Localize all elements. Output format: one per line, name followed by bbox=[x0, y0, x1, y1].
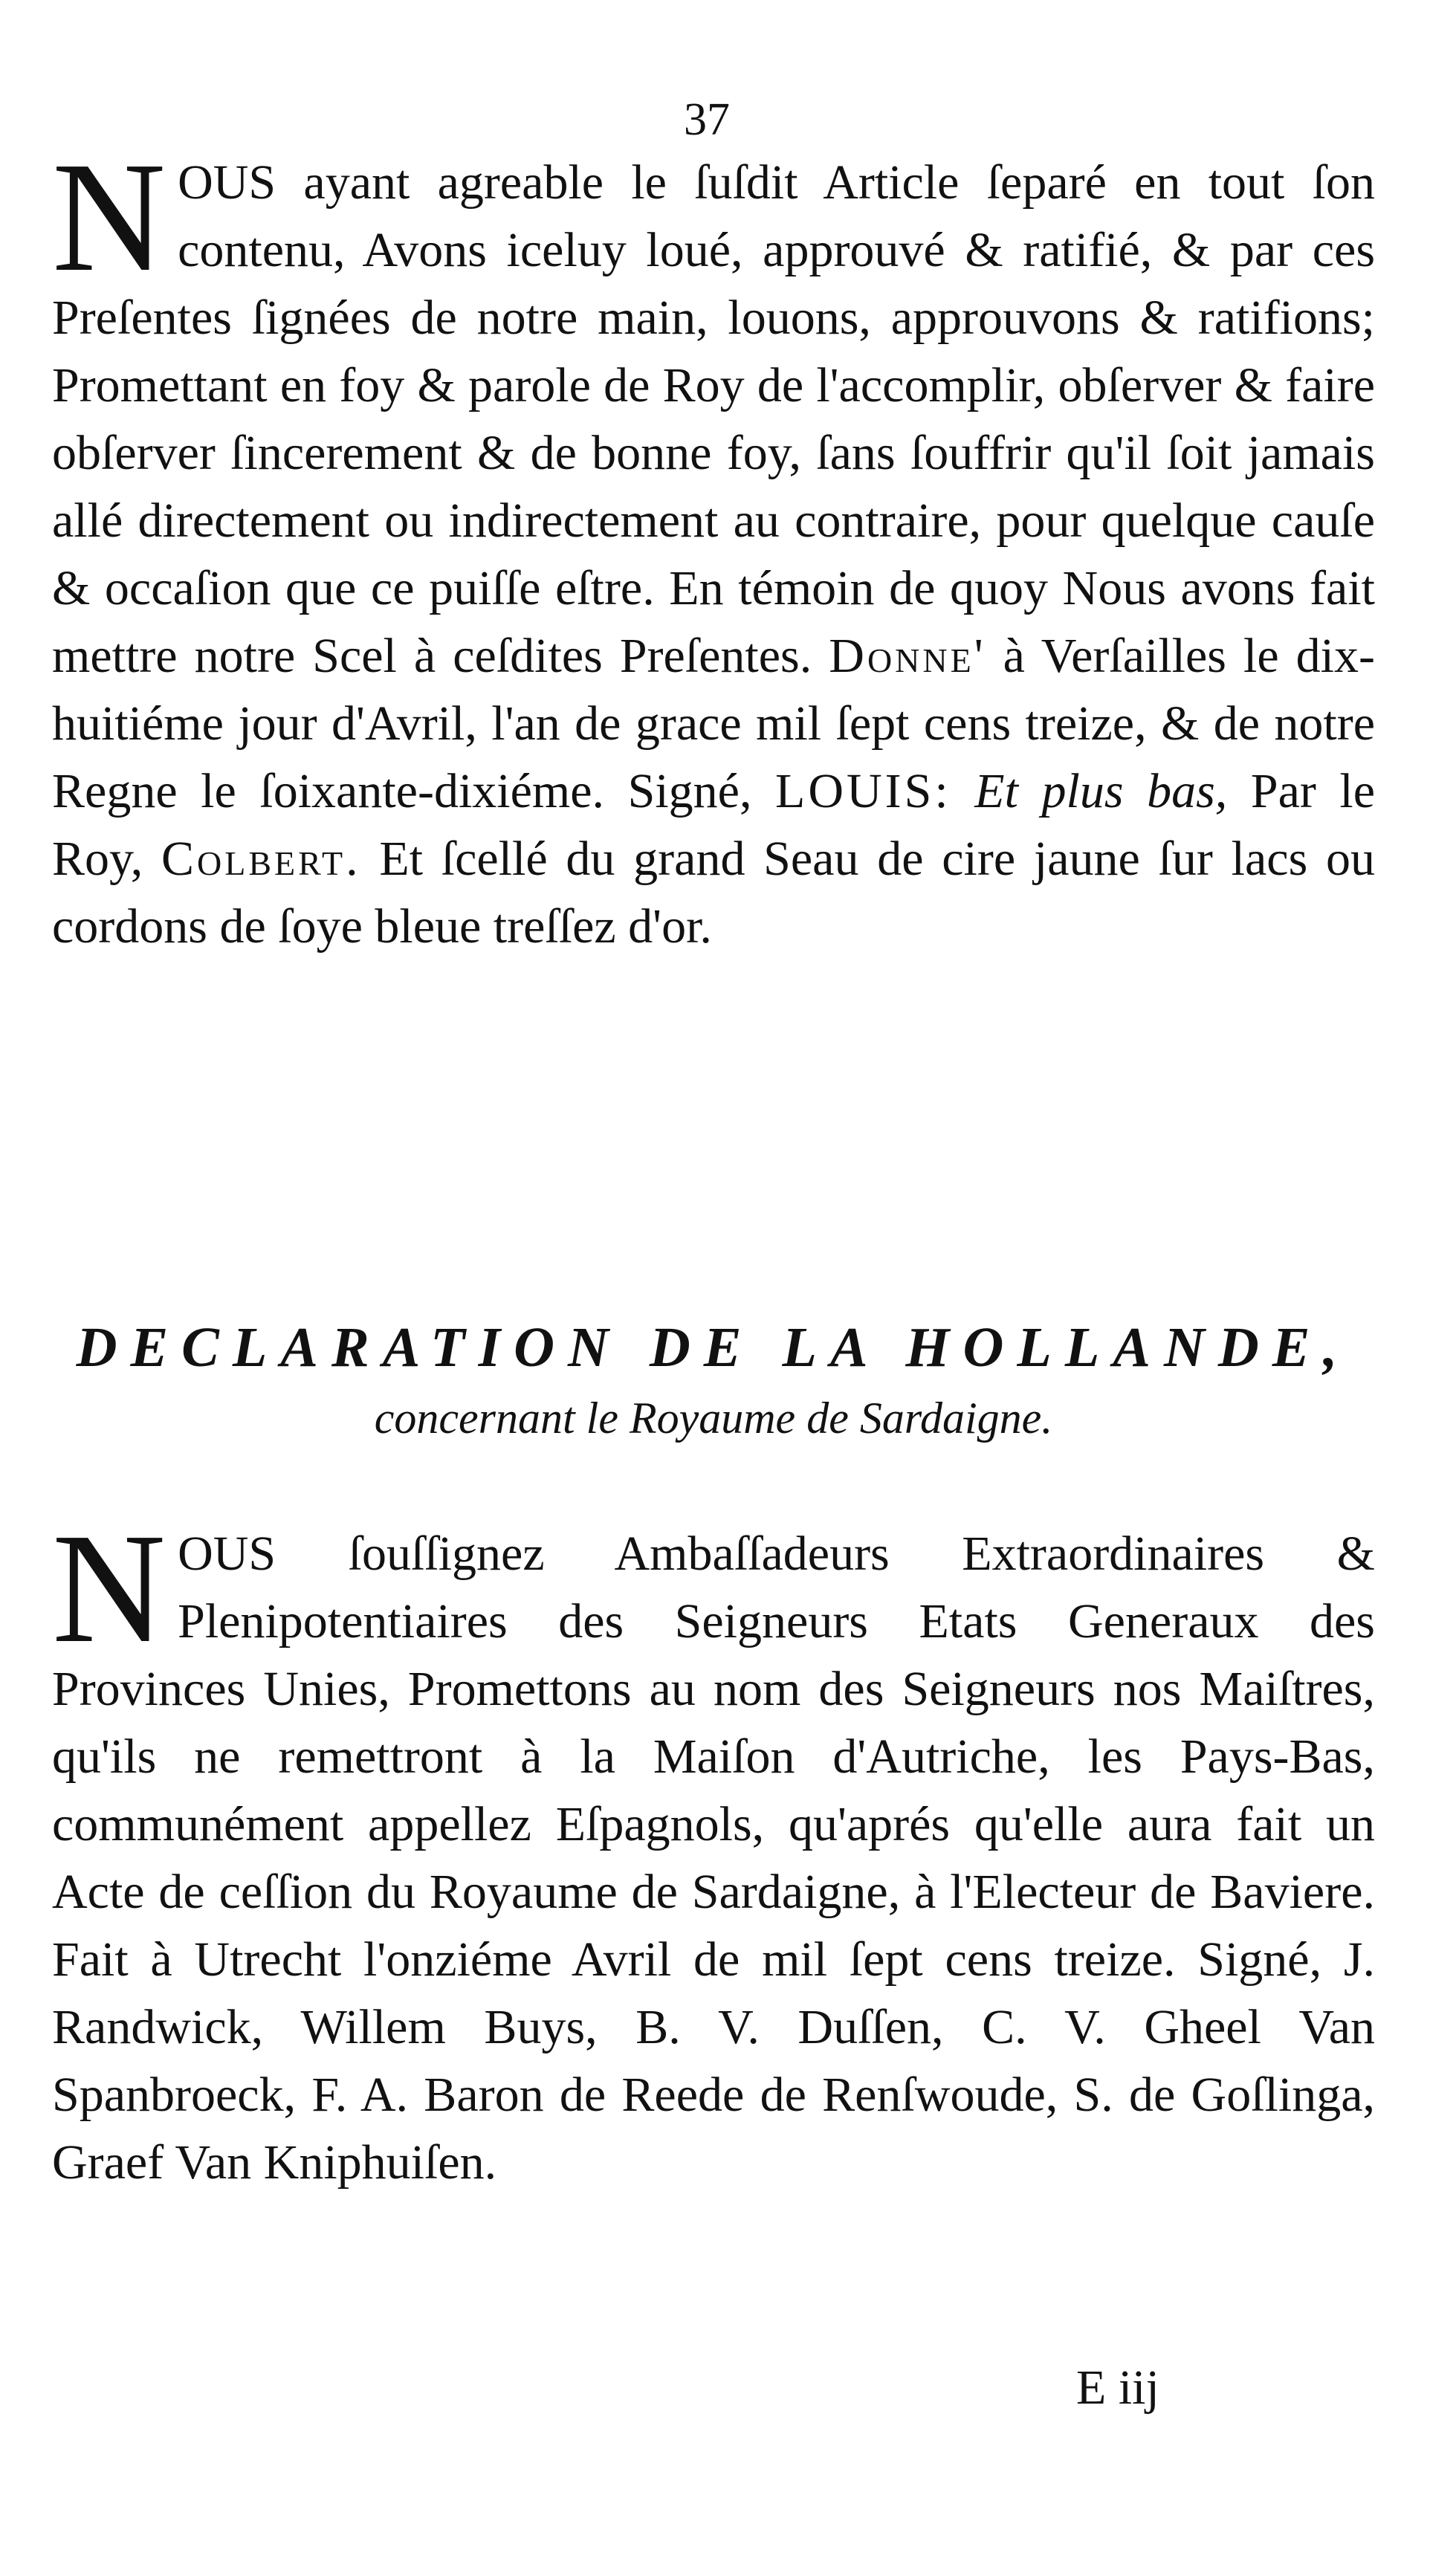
drop-cap: N bbox=[52, 1501, 166, 1675]
king-name: LOUIS: bbox=[775, 764, 951, 818]
par-le-roy: Par le Roy, bbox=[52, 764, 1376, 886]
ratification-paragraph bbox=[52, 129, 1376, 960]
ratification-section bbox=[52, 129, 1376, 960]
declaration-title: DECLARATION DE LA HOLLANDE, bbox=[76, 1316, 1351, 1379]
declaration-paragraph bbox=[52, 1501, 1375, 2196]
declaration-section bbox=[52, 1501, 1375, 2196]
secretary-name: Colbert. bbox=[161, 832, 361, 886]
ratification-dating: à Verſailles le dix-huitiéme jour d'Avril, l'an de grace mil ſept cens treize, & de notre Regne le ſoixante-dixiéme. Signé, bbox=[52, 629, 1375, 818]
ratification-body: OUS ayant agreable le ſuſdit Article ſeparé en tout ſon contenu, Avons iceluy loué, approuvé & ratifié, & par ces Preſentes ſignées de notre main, louons, approuvons & ratifions; Promettant en foy & parole de Roy de l'accomplir, obſerver & faire obſerver ſincerement & de bonne foy, ſans ſouffrir qu'il ſoit jamais allé directement ou indirectement au contraire, pour quelque cauſe & occaſion que ce puiſſe eſtre. En témoin de quoy Nous avons fait mettre notre Scel à ceſdites Preſentes. bbox=[52, 155, 1375, 683]
plus-bas-note: Et plus bas, bbox=[974, 764, 1228, 818]
page-number: 37 bbox=[684, 94, 730, 145]
signature-mark: E iij bbox=[1076, 2360, 1159, 2415]
declaration-subtitle: concernant le Royaume de Sardaigne. bbox=[374, 1394, 1053, 1443]
donne-word: Donne' bbox=[829, 629, 986, 683]
ratification-closing: Et ſcellé du grand Seau de cire jaune ſur lacs ou cordons de ſoye bleue treſſez d'or. bbox=[52, 832, 1375, 954]
drop-cap: N bbox=[52, 129, 166, 304]
declaration-body: OUS ſouſſignez Ambaſſadeurs Extraordinaires & Plenipotentiaires des Seigneurs Etats Generaux des Provinces Unies, Promettons au nom des Seigneurs nos Maiſtres, qu'ils ne remettront à la Maiſon d'Autriche, les Pays-Bas, communément appellez Eſpagnols, qu'aprés qu'elle aura fait un Acte de ceſſion du Royaume de Sardaigne, à l'Electeur de Baviere. Fait à Utrecht l'onziéme Avril de mil ſept cens treize. Signé, J. Randwick, Willem Buys, B. V. Duſſen, C. V. Gheel Van Spanbroeck, F. A. Baron de Reede de Renſwoude, S. de Goſlinga, Graef Van Kniphuiſen. bbox=[52, 1527, 1375, 2190]
